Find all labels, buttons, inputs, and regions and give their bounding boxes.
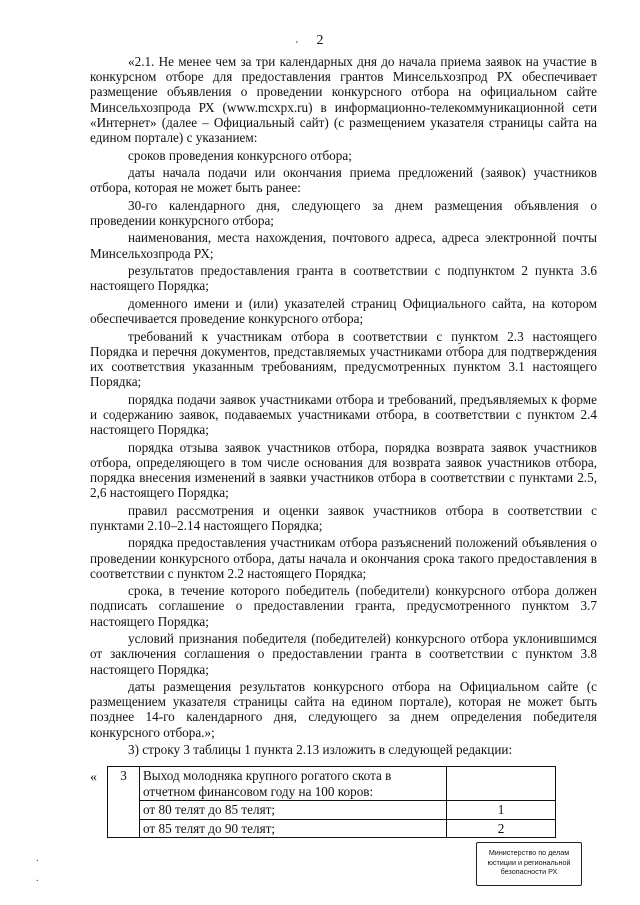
table-row-3 xyxy=(107,766,556,838)
registration-stamp xyxy=(476,842,582,886)
criterion-score: 1 xyxy=(447,801,556,820)
paragraph: сроков проведения конкурсного отбора; xyxy=(128,147,352,163)
paragraph: «2.1. Не менее чем за три календарных дня до начала приема заявок на участие в конкурсном отборе для предоставления грантов Минсельхозпрод РХ обеспечивает размещение объявления о проведении конкурсного отбора на официальном сайте Минсельхозпрода РХ (www.mcxpx.ru) в информационно-телекоммуникационной сети «Интернет» (далее – Официальный сайт) (с размещением указателя страницы сайта на едином портале) с указанием: xyxy=(90,54,597,146)
row-number: 3 xyxy=(108,767,140,838)
table-row xyxy=(108,819,556,838)
stamp-line: безопасности РХ xyxy=(500,867,558,877)
criterion-score: 2 xyxy=(447,819,556,838)
paragraph: условий признания победителя (победителей) конкурсного отбора уклонившимся от заключения соглашения о предоставлении гранта в соответствии с пунктом 3.8 настоящего Порядка; xyxy=(90,631,597,677)
paragraph: порядка отзыва заявок участников отбора, порядка возврата заявок участников отбора, определяющего в том числе основания для возврата заявок участников отбора, порядка внесения изменений в заявки участников отбора в соответствии с пунктами 2.5, 2,6 настоящего Порядка; xyxy=(90,439,597,501)
paragraph: правил рассмотрения и оценки заявок участников отбора в соответствии с пунктами 2.10–2.14 настоящего Порядка; xyxy=(90,502,597,533)
page-number: 2 xyxy=(316,33,324,48)
scan-mark: . xyxy=(36,853,39,864)
table-open-quote: « xyxy=(90,770,97,785)
criterion-description: Выход молодняка крупного рогатого скота в отчетном финансовом году на 100 коров: xyxy=(140,767,447,801)
stamp-line: юстиции и региональной xyxy=(487,857,571,867)
paragraph: порядка предоставления участникам отбора разъяснений положений объявления о проведении конкурсного отбора, даты начала и окончания срока такого предоставления в соответствии с пунктом 2.2 настоящего Порядка; xyxy=(90,535,597,581)
criterion-range: от 85 телят до 90 телят; xyxy=(140,819,447,838)
document-body xyxy=(90,54,597,760)
paragraph: даты размещения результатов конкурсного отбора на Официальном сайте (с размещением указателя страницы сайта на едином портале), которая не может быть позднее 14-го календарного дня, следующего за днем определения победителя конкурсного отбора.»; xyxy=(90,679,597,740)
paragraph: даты начала подачи или окончания приема предложений (заявок) участников отбора, которая не может быть ранее: xyxy=(90,165,597,196)
paragraph: 30-го календарного дня, следующего за днем размещения объявления о проведении конкурсного отбора; xyxy=(90,197,597,228)
scan-mark: . xyxy=(36,873,39,884)
paragraph: доменного имени и (или) указателей страниц Официального сайта, на котором обеспечивается проведение конкурсного отбора; xyxy=(90,295,597,327)
scan-mark: ' xyxy=(296,40,298,51)
paragraph: срока, в течение которого победитель (победители) конкурсного отбора должен подписать соглашение о предоставлении гранта, предусмотренного пунктом 3.7 настоящего Порядка; xyxy=(90,583,597,629)
criterion-range: от 80 телят до 85 телят; xyxy=(140,801,447,820)
amendment-instruction: 3) строку 3 таблицы 1 пункта 2.13 изложить в следующей редакции: xyxy=(128,742,513,758)
paragraph: порядка подачи заявок участниками отбора и требований, предъявляемых к форме и содержанию заявок, подаваемых участниками отбора, в соответствии с пунктом 2.4 настоящего Порядка; xyxy=(90,391,597,438)
stamp-line: Министерство по делам xyxy=(488,848,570,857)
table-row xyxy=(108,767,556,801)
paragraph: наименования, места нахождения, почтового адреса, адреса электронной почты Минсельхозпрода РХ; xyxy=(90,230,597,261)
paragraph: результатов предоставления гранта в соответствии с подпунктом 2 пункта 3.6 настоящего Порядка; xyxy=(90,263,597,294)
paragraph: требований к участникам отбора в соответствии с пунктом 2.3 настоящего Порядка и перечня документов, представляемых участниками отбора для подтверждения их соответствия указанным требованиям, предусмотренных пунктом 3.1 настоящего Порядка; xyxy=(90,328,597,390)
criterion-value-empty xyxy=(447,767,556,801)
table-row xyxy=(108,801,556,820)
